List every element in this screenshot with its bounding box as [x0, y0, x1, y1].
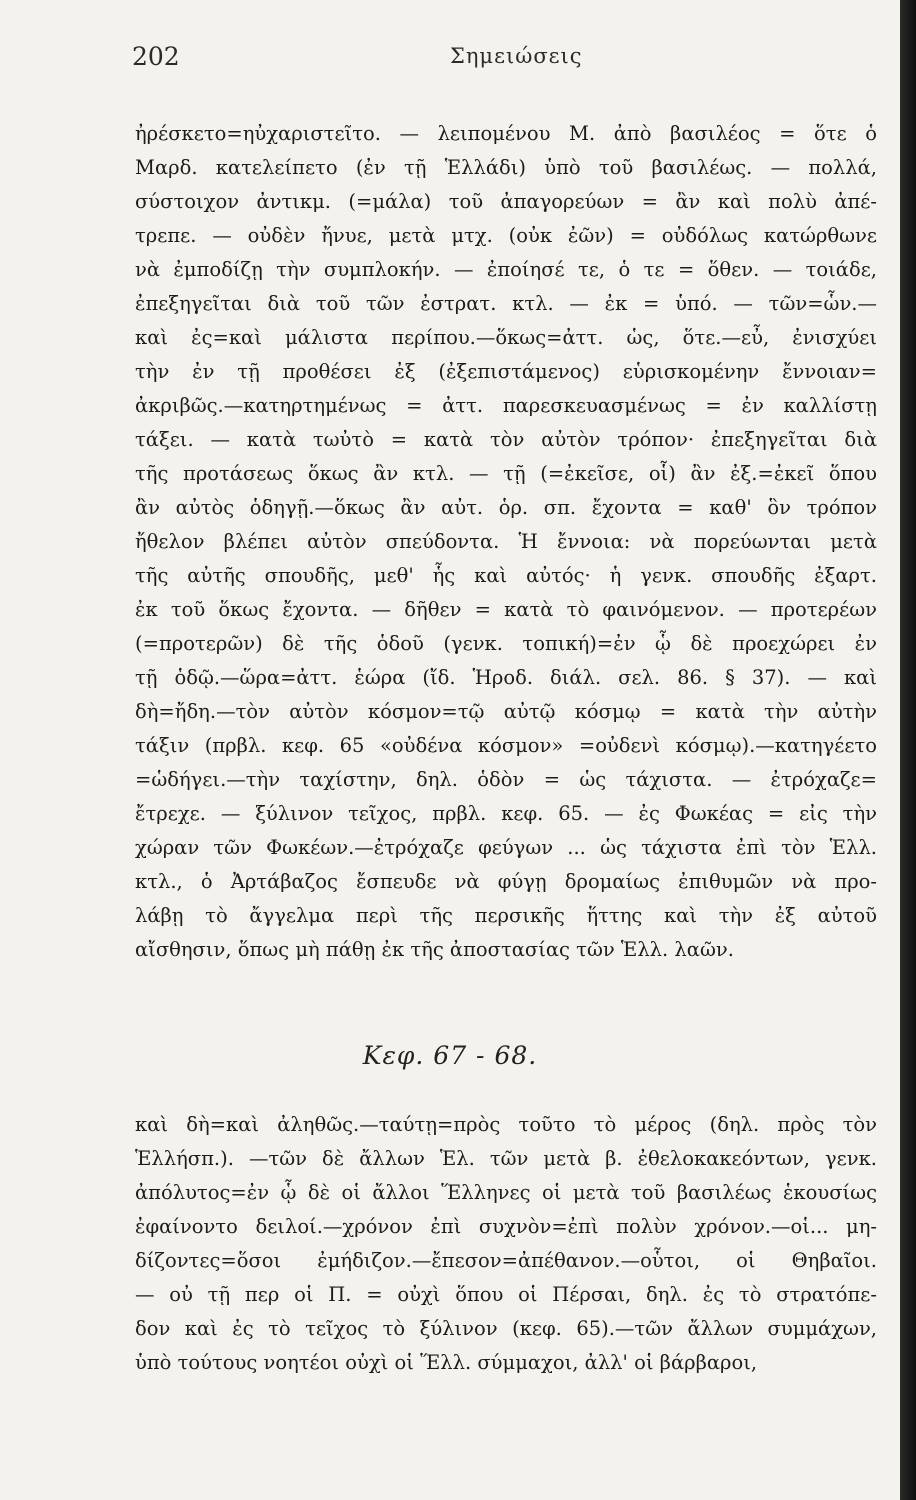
- text-line: δὴ=ἤδη.—τὸν αὐτὸν κόσμον=τῷ αὐτῷ κόσμῳ = κατὰ τὴν αὐτὴν: [135, 700, 877, 723]
- text-line: τῆς αὐτῆς σπουδῆς, μεθ' ἧς καὶ αὐτός· ἡ γενκ. σπουδῆς ἐξαρτ.: [135, 564, 877, 587]
- text-line: ἠρέσκετο=ηὐχαριστεῖτο. — λειπομένου Μ. ἀπὸ βασιλέος = ὅτε ὁ: [135, 122, 877, 145]
- text-line: τρεπε. — οὐδὲν ἤνυε, μετὰ μτχ. (οὐκ ἐῶν) = οὐδόλως κατώρθωνε: [135, 224, 877, 247]
- text-line: σύστοιχον ἀντικμ. (=μάλα) τοῦ ἀπαγορεύων = ἂν καὶ πολὺ ἀπέ-: [135, 190, 877, 213]
- text-line: Ἑλλήσπ.). —τῶν δὲ ἄλλων Ἑλ. τῶν μετὰ β. ἐθελοκακεόντων, γενκ.: [135, 1147, 877, 1170]
- text-line: Μαρδ. κατελείπετο (ἐν τῇ Ἑλλάδι) ὑπὸ τοῦ βασιλέως. — πολλά,: [135, 156, 877, 179]
- text-line: ἤθελον βλέπει αὐτὸν σπεύδοντα. Ἡ ἔννοια: νὰ πορεύωνται μετὰ: [135, 530, 877, 553]
- running-title: Σημειώσεις: [450, 44, 583, 68]
- text-line: =ὡδήγει.—τὴν ταχίστην, δηλ. ὁδὸν = ὡς τάχιστα. — ἐτρόχαζε=: [135, 768, 877, 791]
- text-line: ἀπόλυτος=ἐν ᾧ δὲ οἱ ἄλλοι Ἕλληνες οἱ μετὰ τοῦ βασιλέως ἑκουσίως: [135, 1181, 877, 1204]
- text-line: ἀκριβῶς.—κατηρτημένως = ἀττ. παρεσκευασμένως = ἐν καλλίστῃ: [135, 394, 877, 417]
- text-line: τάξιν (πρβλ. κεφ. 65 «οὐδένα κόσμον» =οὐδενὶ κόσμῳ).—κατηγέετο: [135, 734, 877, 757]
- text-line: ἂν αὐτὸς ὁδηγῇ.—ὅκως ἂν αὐτ. ὁρ. σπ. ἔχοντα = καθ' ὃν τρόπον: [135, 496, 877, 519]
- text-line: αἴσθησιν, ὅπως μὴ πάθῃ ἐκ τῆς ἀποστασίας τῶν Ἑλλ. λαῶν.: [135, 938, 734, 961]
- text-line: ἐκ τοῦ ὅκως ἔχοντα. — δῆθεν = κατὰ τὸ φαινόμενον. — προτερέων: [135, 598, 877, 621]
- text-line: καὶ ἐς=καὶ μάλιστα περίπου.—ὅκως=ἀττ. ὡς, ὅτε.—εὖ, ἐνισχύει: [135, 326, 877, 349]
- text-line: τῆς προτάσεως ὅκως ἂν κτλ. — τῇ (=ἐκεῖσε, οἷ) ἂν ἐξ.=ἐκεῖ ὅπου: [135, 462, 877, 485]
- text-line: ἔτρεχε. — ξύλινον τεῖχος, πρβλ. κεφ. 65. — ἐς Φωκέας = εἰς τὴν: [135, 802, 877, 825]
- text-line: δον καὶ ἐς τὸ τεῖχος τὸ ξύλινον (κεφ. 65).—τῶν ἄλλων συμμάχων,: [135, 1317, 877, 1340]
- page-edge-shadow: [900, 0, 916, 1500]
- running-head: [132, 42, 860, 78]
- page-number: 202: [132, 42, 180, 71]
- text-line: δίζοντες=ὅσοι ἐμήδιζον.—ἔπεσον=ἀπέθανον.—οὗτοι, οἱ Θηβαῖοι.: [135, 1249, 877, 1272]
- text-line: ὑπὸ τούτους νοητέοι οὐχὶ οἱ Ἕλλ. σύμμαχοι, ἀλλ' οἱ βάρβαροι,: [135, 1351, 758, 1374]
- text-line: κτλ., ὁ Ἀρτάβαζος ἔσπευδε νὰ φύγῃ δρομαίως ἐπιθυμῶν νὰ προ-: [135, 870, 877, 893]
- text-line: χώραν τῶν Φωκέων.—ἐτρόχαζε φεύγων ... ὡς τάχιστα ἐπὶ τὸν Ἑλλ.: [135, 836, 877, 859]
- text-line: τὴν ἐν τῇ προθέσει ἐξ (ἐξεπιστάμενος) εὑρισκομένην ἔννοιαν=: [135, 360, 877, 383]
- text-line: — οὐ τῇ περ οἱ Π. = οὐχὶ ὅπου οἱ Πέρσαι, δηλ. ἐς τὸ στρατόπε-: [135, 1283, 877, 1306]
- text-line: τῇ ὁδῷ.—ὥρα=ἀττ. ἑώρα (ἴδ. Ἡροδ. διάλ. σελ. 86. § 37). — καὶ: [135, 666, 877, 689]
- text-line: (=προτερῶν) δὲ τῆς ὁδοῦ (γενκ. τοπική)=ἐν ᾧ δὲ προεχώρει ἐν: [135, 632, 877, 655]
- text-line: λάβῃ τὸ ἄγγελμα περὶ τῆς περσικῆς ἥττης καὶ τὴν ἐξ αὐτοῦ: [135, 904, 877, 927]
- text-line: τάξει. — κατὰ τωὐτὸ = κατὰ τὸν αὐτὸν τρόπον· ἐπεξηγεῖται διὰ: [135, 428, 877, 451]
- text-line: ἐπεξηγεῖται διὰ τοῦ τῶν ἐστρατ. κτλ. — ἐκ = ὑπό. — τῶν=ὧν.—: [135, 292, 877, 315]
- section-heading: Κεφ. 67 - 68.: [362, 1041, 538, 1070]
- text-line: νὰ ἐμποδίζῃ τὴν συμπλοκήν. — ἐποίησέ τε, ὁ τε = ὅθεν. — τοιάδε,: [135, 258, 877, 281]
- text-line: καὶ δὴ=καὶ ἀληθῶς.—ταύτῃ=πρὸς τοῦτο τὸ μέρος (δηλ. πρὸς τὸν: [135, 1113, 877, 1136]
- text-line: ἐφαίνοντο δειλοί.—χρόνον ἐπὶ συχνὸν=ἐπὶ πολὺν χρόνον.—οἱ... μη-: [135, 1215, 877, 1238]
